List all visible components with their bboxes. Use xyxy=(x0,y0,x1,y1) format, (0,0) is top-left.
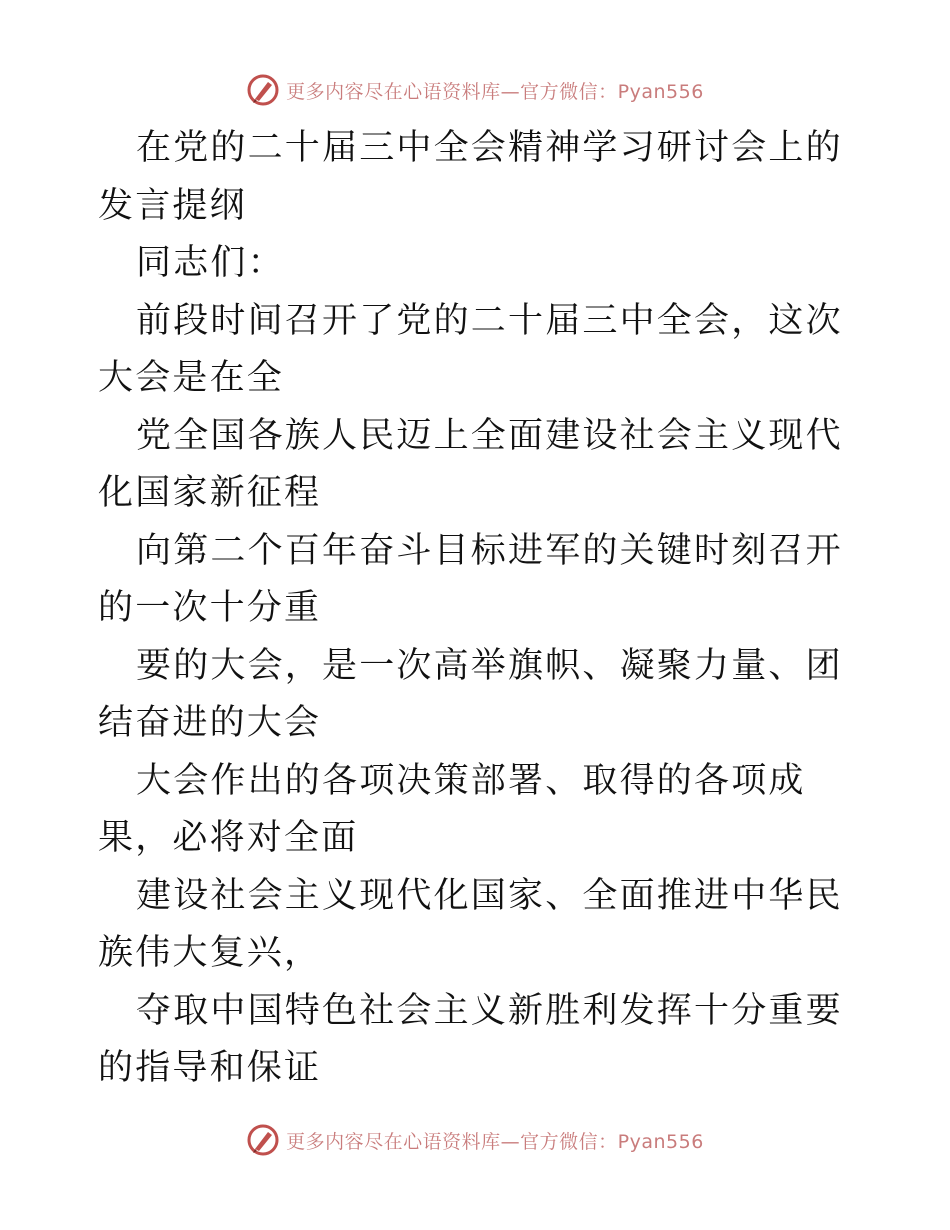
footer-watermark-text: 更多内容尽在心语资料库—官方微信：Pyan556 xyxy=(286,1130,704,1153)
body-paragraph: 夺取中国特色社会主义新胜利发挥十分重要的指导和保证 xyxy=(98,990,843,1088)
quill-pen-circle-icon xyxy=(246,1123,280,1157)
salutation: 同志们： xyxy=(136,243,285,283)
body-paragraph: 大会作出的各项决策部署、取得的各项成果，必将对全面 xyxy=(98,760,806,858)
quill-pen-circle-icon xyxy=(246,73,280,107)
body-paragraph: 向第二个百年奋斗目标进军的关键时刻召开的一次十分重 xyxy=(98,530,843,628)
document-title: 在党的二十届三中全会精神学习研讨会上的发言提纲 xyxy=(98,128,843,226)
header-watermark-text: 更多内容尽在心语资料库—官方微信：Pyan556 xyxy=(286,80,704,103)
body-paragraph: 前段时间召开了党的二十届三中全会，这次大会是在全 xyxy=(98,300,843,398)
body-paragraph: 要的大会，是一次高举旗帜、凝聚力量、团结奋进的大会 xyxy=(98,645,843,743)
header-watermark xyxy=(0,70,950,110)
document-body xyxy=(98,120,854,1098)
footer-watermark xyxy=(0,1120,950,1160)
body-paragraph: 党全国各族人民迈上全面建设社会主义现代化国家新征程 xyxy=(98,415,843,513)
body-paragraph: 建设社会主义现代化国家、全面推进中华民族伟大复兴， xyxy=(98,875,843,973)
